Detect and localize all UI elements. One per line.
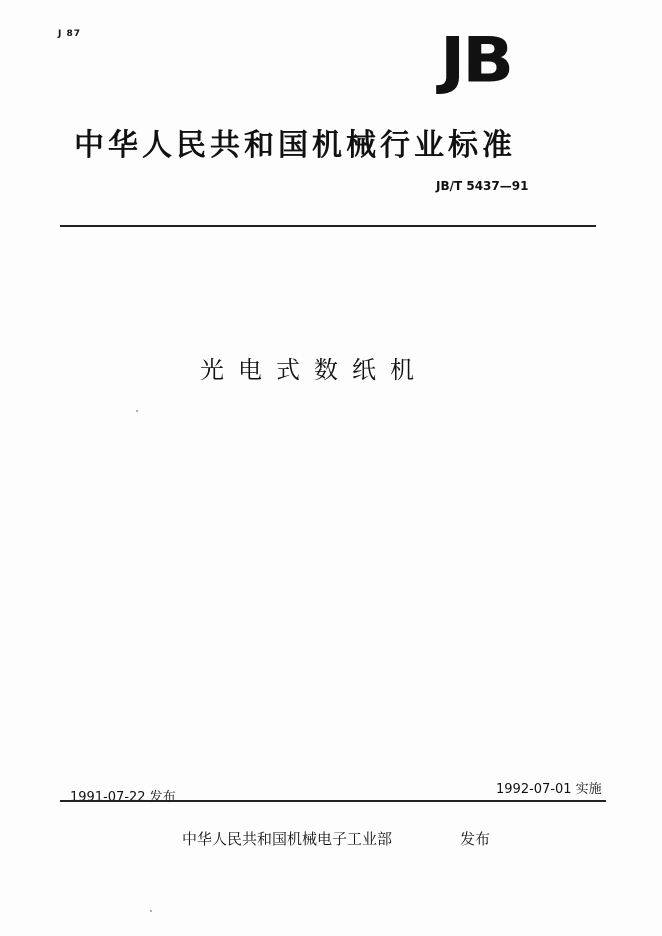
standard-category-title: 中华人民共和国机械行业标准	[74, 128, 516, 163]
classification-code: J 87	[58, 29, 82, 39]
issue-date: 1991-07-22 发布	[70, 790, 176, 805]
document-title: 光电式数纸机	[200, 356, 428, 384]
issuing-action: 发布	[460, 830, 491, 848]
issuing-authority: 中华人民共和国机械电子工业部	[182, 830, 393, 848]
jb-logo: JB	[440, 24, 512, 98]
top-divider	[60, 225, 596, 227]
standard-number: JB/T 5437—91	[436, 179, 529, 193]
bottom-divider	[60, 800, 606, 802]
scan-speck	[150, 910, 152, 912]
scan-speck	[136, 410, 138, 412]
implementation-date: 1992-07-01 实施	[496, 782, 602, 797]
